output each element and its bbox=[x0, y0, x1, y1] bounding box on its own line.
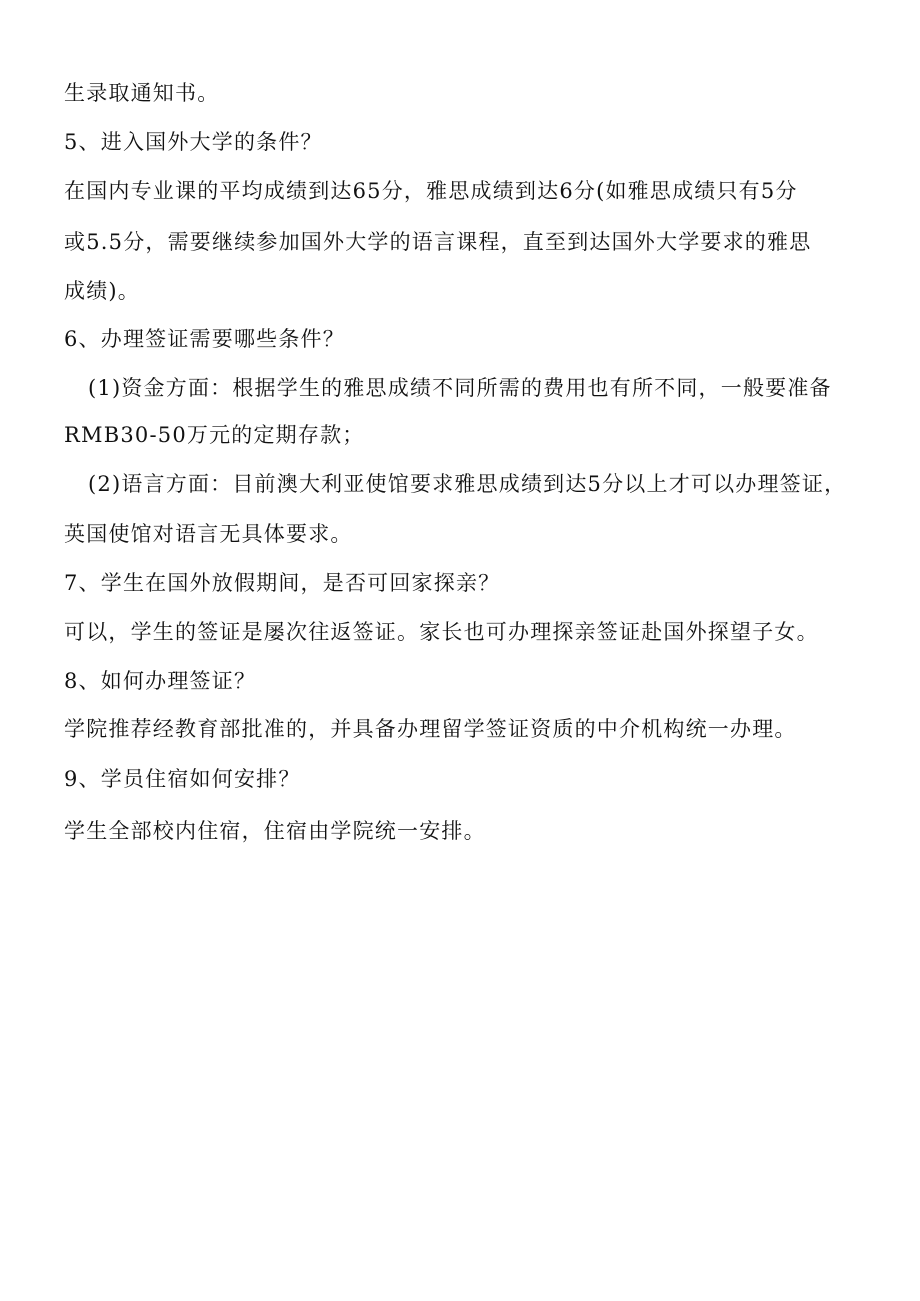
question-5-heading: 5、进入国外大学的条件？ bbox=[64, 130, 323, 154]
answer-8: 学院推荐经教育部批准的，并具备办理留学签证资质的中介机构统一办理。 bbox=[64, 717, 797, 741]
continuation-line: 生录取通知书。 bbox=[64, 81, 220, 105]
question-8-heading: 8、如何办理签证？ bbox=[64, 669, 257, 693]
answer-5-line-2: 或5.5分，需要继续参加国外大学的语言课程，直至到达国外大学要求的雅思 bbox=[64, 230, 812, 254]
question-6-heading: 6、办理签证需要哪些条件？ bbox=[64, 327, 345, 351]
answer-5-line-1: 在国内专业课的平均成绩到达65分，雅思成绩到达6分(如雅思成绩只有5分 bbox=[64, 179, 798, 203]
answer-7: 可以，学生的签证是屡次往返签证。家长也可办理探亲签证赴国外探望子女。 bbox=[64, 620, 819, 644]
answer-5-line-3: 成绩)。 bbox=[64, 279, 140, 303]
answer-6-item-1-line-2: RMB30-50万元的定期存款； bbox=[64, 423, 365, 447]
question-7-heading: 7、学生在国外放假期间，是否可回家探亲？ bbox=[64, 571, 501, 595]
answer-6-item-2-line-2: 英国使馆对语言无具体要求。 bbox=[64, 522, 353, 546]
answer-9: 学生全部校内住宿，住宿由学院统一安排。 bbox=[64, 819, 486, 843]
answer-6-item-1-line-1: (1)资金方面：根据学生的雅思成绩不同所需的费用也有所不同，一般要准备 bbox=[88, 376, 832, 400]
question-9-heading: 9、学员住宿如何安排？ bbox=[64, 767, 301, 791]
answer-6-item-2-line-1: (2)语言方面：目前澳大利亚使馆要求雅思成绩到达5分以上才可以办理签证， bbox=[88, 472, 847, 496]
